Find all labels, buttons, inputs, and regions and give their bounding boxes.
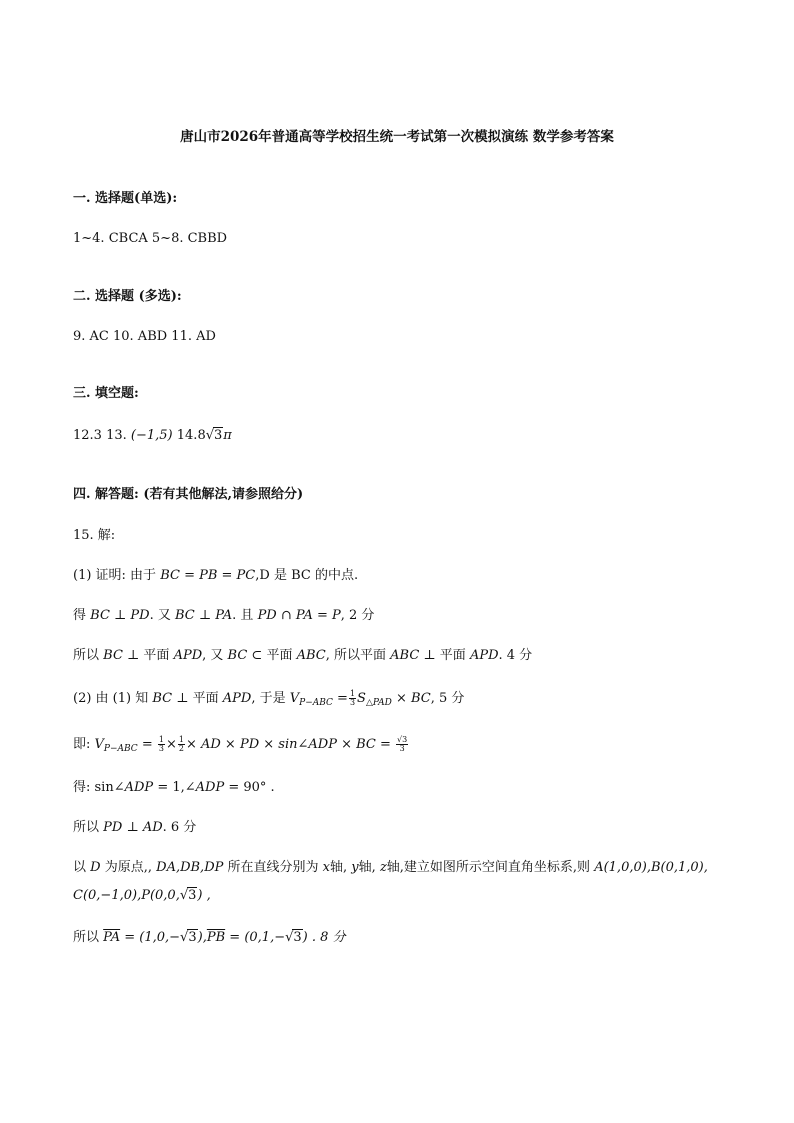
fraction-root3-third — [396, 736, 408, 753]
section4-heading: 四. 解答题: (若有其他解法,请参照给分) — [73, 487, 304, 502]
point-d: D — [90, 860, 101, 875]
coord-p-root: 3 — [188, 888, 197, 903]
score-2: , 2 分 — [340, 608, 375, 623]
text-suoyi: 所以 — [73, 820, 100, 835]
vector-pa-prefix: = (1,0,− — [124, 930, 181, 945]
section2-heading: 二. 选择题 (多选): — [73, 289, 182, 304]
frac-num: 1 — [349, 689, 356, 698]
section1-heading: 一. 选择题(单选): — [73, 191, 178, 206]
text-pingmian: 平面 — [143, 648, 170, 663]
vector-pb-prefix: = (0,1,− — [229, 930, 286, 945]
equals: = — [337, 691, 348, 706]
text-axes-for: 所在直线分别为 — [227, 860, 319, 875]
q15-heading: 15. 解: — [73, 528, 116, 543]
volume-v: V — [94, 737, 104, 752]
eq-apd: APD — [222, 691, 252, 706]
text-suoyi-pingmian: , 所以平面 — [325, 648, 387, 663]
product-expression: × AD × PD × sin∠ADP × BC = — [185, 737, 391, 752]
answer-14-root: 3 — [214, 428, 223, 443]
section3-answers — [73, 426, 232, 446]
vector-pb: $\overline{PB}$ — [206, 930, 226, 945]
text-pingmian: 平面 — [192, 691, 219, 706]
vector-pa-suffix: ), — [197, 930, 207, 945]
score-8: ) . 8 分 — [302, 930, 346, 945]
part2-label: (2) 由 (1) 知 — [73, 691, 149, 706]
point-b: B — [650, 860, 661, 875]
vector-pa-root: 3 — [188, 930, 197, 945]
deduce-label: 得 — [73, 608, 87, 623]
fraction-one-third — [158, 736, 165, 753]
angle-adp2: ADP — [195, 780, 225, 795]
eq-bc-perp-pd: BC ⊥ PD — [90, 608, 150, 623]
fraction-one-half — [178, 736, 185, 753]
part2-line — [73, 689, 464, 713]
text-suoyi: 所以 — [73, 648, 100, 663]
volume-subscript: P−ABC — [103, 744, 138, 754]
equals: = — [141, 737, 153, 752]
coord-a: (1,0,0), — [603, 860, 651, 875]
frac-num: 1 — [158, 735, 164, 744]
conclusion1-line — [73, 646, 532, 666]
axis-x: x — [322, 860, 331, 875]
point-a: A — [594, 860, 604, 875]
area-s: S — [357, 691, 366, 706]
text-yushi: , 于是 — [251, 691, 286, 706]
axis-y: y — [351, 860, 359, 875]
text-pingmian3: 平面 — [439, 648, 466, 663]
score-4: . 4 分 — [498, 648, 533, 663]
score-6: . 6 分 — [162, 820, 197, 835]
coord-p-suffix: ) , — [197, 888, 211, 903]
frac-den: 2 — [178, 744, 184, 753]
vector-pa: $\overline{PA}$ — [103, 930, 121, 945]
part1-line — [73, 566, 358, 586]
ji-line — [73, 735, 409, 759]
part1-equation: BC = PB = PC — [160, 568, 256, 583]
frac-den: 3 — [399, 744, 405, 753]
text-pingmian2: 平面 — [266, 648, 293, 663]
sqrt-sign: √ — [205, 428, 215, 443]
volume-subscript: P−ABC — [299, 698, 333, 708]
volume-v: V — [289, 691, 300, 706]
fraction-one-third — [349, 690, 356, 707]
frac-den: 3 — [349, 698, 356, 707]
page-title: 唐山市2026年普通高等学校招生统一考试第一次模拟演练 数学参考答案 — [180, 129, 614, 145]
sqrt-sign: √ — [285, 930, 294, 945]
text-yi: 以 — [73, 860, 87, 875]
suoyi2-line — [73, 818, 196, 838]
frac-num: √3 — [397, 735, 408, 744]
coord-p-prefix: (0,0, — [149, 888, 180, 903]
answer-14-prefix: 14.8 — [176, 428, 206, 443]
section1-answers: 1~4. CBCA 5~8. CBBD — [73, 231, 228, 246]
text-coordinate-system: 轴,建立如图所示空间直角坐标系,则 — [386, 860, 591, 875]
axis-z: z — [379, 860, 387, 875]
text-suoyi: 所以 — [73, 930, 100, 945]
sqrt-sign: √ — [179, 888, 189, 903]
eq-abc: ABC — [296, 648, 326, 663]
deduce-line — [73, 606, 374, 626]
vector-line — [73, 928, 346, 948]
answers-12-13-prefix: 12.3 13. — [73, 428, 127, 443]
sqrt-sign: √ — [180, 930, 189, 945]
section2-answers: 9. AC 10. ABD 11. AD — [73, 329, 216, 344]
eq-bc-perp: BC ⊥ — [152, 691, 189, 706]
eq-abc-perp: ABC ⊥ — [390, 648, 436, 663]
text-zhou2: 轴, — [358, 860, 376, 875]
point-c: C — [73, 888, 83, 903]
text-you: . 又 — [149, 608, 171, 623]
answer-14-suffix: π — [223, 428, 232, 443]
de2-line — [73, 778, 275, 798]
eq-pd-perp-ad: PD ⊥ AD — [103, 820, 163, 835]
text-origin: 为原点,, — [104, 860, 152, 875]
lines-da-db-dp: DA,DB,DP — [156, 860, 224, 875]
text-ji: 即: — [73, 737, 91, 752]
eq-apd2: APD — [469, 648, 499, 663]
coord-c: (0,−1,0), — [82, 888, 142, 903]
text-de-sin: 得: sin∠ — [73, 780, 125, 795]
angle-adp: ADP — [124, 780, 154, 795]
text-zhou1: 轴, — [330, 860, 348, 875]
point-p: P — [141, 888, 150, 903]
section3-heading: 三. 填空题: — [73, 386, 139, 401]
equals-one-angle: = 1,∠ — [157, 780, 196, 795]
text-qie: . 且 — [232, 608, 254, 623]
eq-bc-subset: BC ⊂ — [227, 648, 263, 663]
times-bc: × BC — [395, 691, 431, 706]
coord-b: (0,1,0), — [660, 860, 708, 875]
times: × — [165, 737, 177, 752]
eq-bc-perp-pa: BC ⊥ PA — [174, 608, 233, 623]
score-5: , 5 分 — [430, 691, 465, 706]
area-subscript: △PAD — [365, 698, 392, 708]
eq-bc-perp: BC ⊥ — [103, 648, 140, 663]
coord2-line — [73, 886, 211, 906]
text-you2: , 又 — [202, 648, 224, 663]
part1-label: (1) 证明: 由于 — [73, 568, 157, 583]
answer-13: (−1,5) — [130, 428, 173, 443]
coord-line — [73, 858, 708, 878]
part1-rest: ,D 是 BC 的中点. — [255, 568, 359, 583]
frac-num: 1 — [178, 735, 184, 744]
frac-den: 3 — [158, 744, 164, 753]
vector-pb-root: 3 — [293, 930, 302, 945]
eq-apd: APD — [173, 648, 203, 663]
equals-90: = 90° . — [228, 780, 275, 795]
eq-pd-cap-pa: PD ∩ PA = P — [257, 608, 341, 623]
